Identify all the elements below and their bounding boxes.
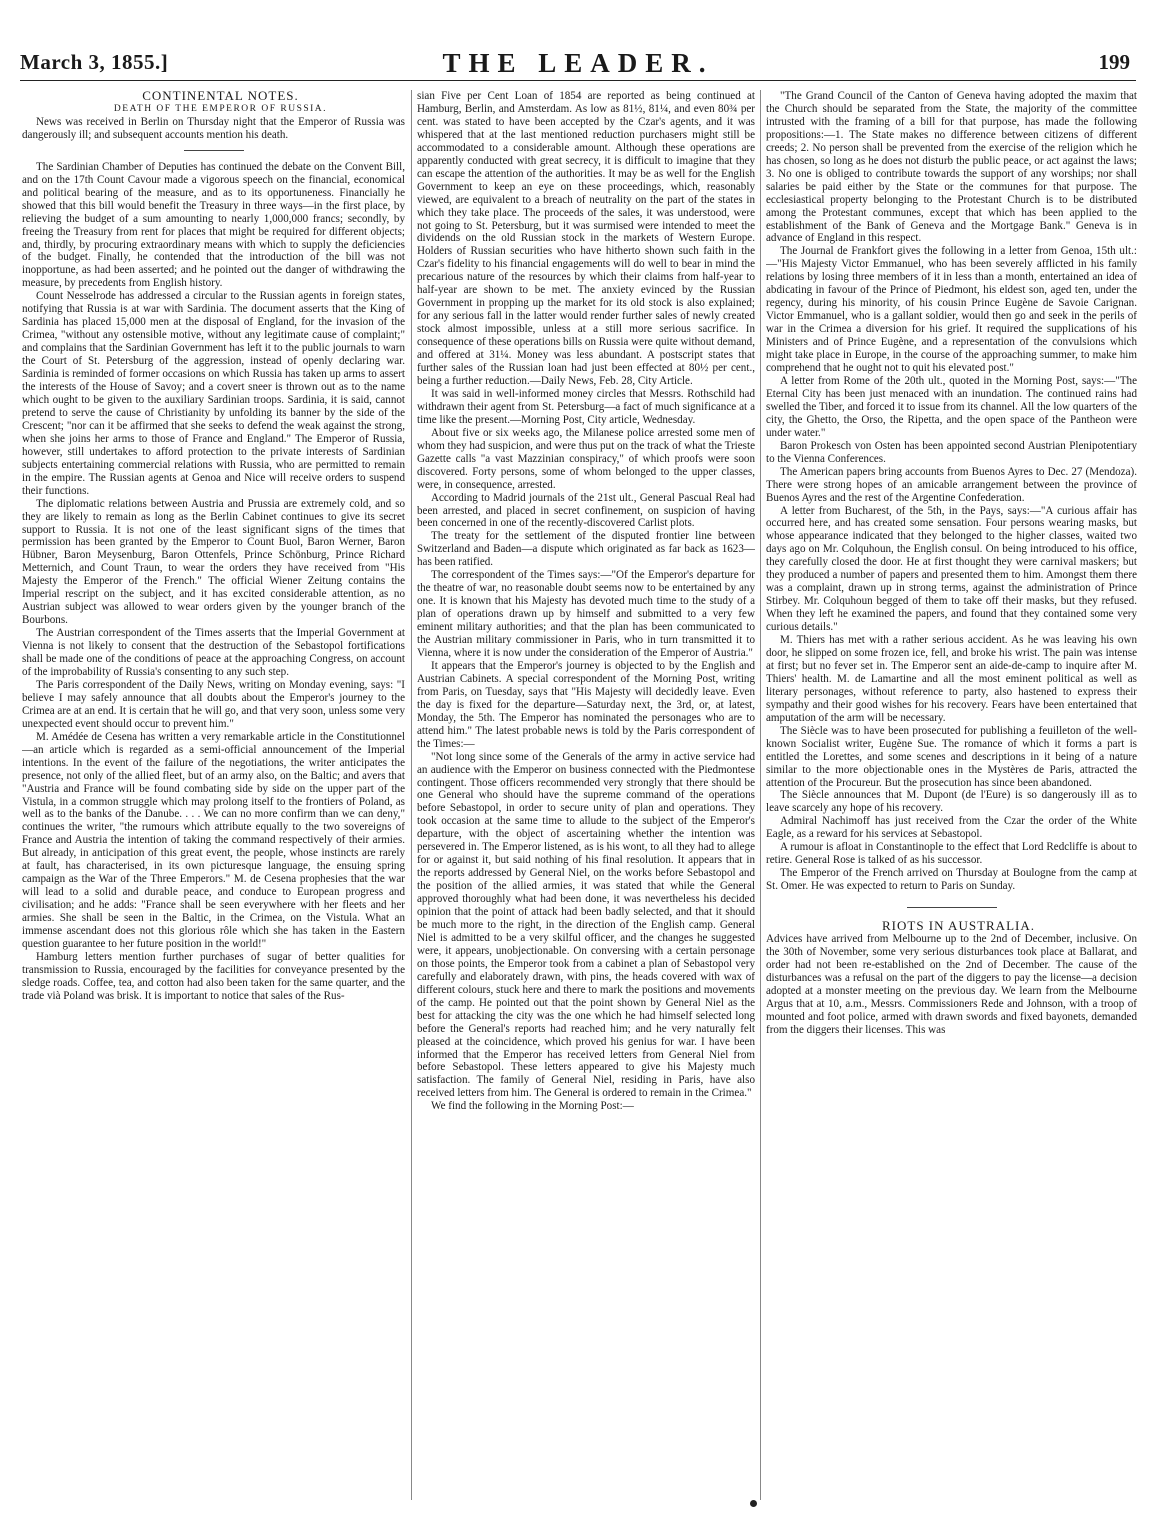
article-heading: RIOTS IN AUSTRALIA. [882, 918, 1035, 934]
column-2 [417, 90, 755, 1515]
article-subheading: DEATH OF THE EMPEROR OF RUSSIA. [113, 103, 328, 114]
paragraph: The Austrian correspondent of the Times asserts that the Imperial Government at Vienna is not likely to consent that the destruction of the Sebastopol fortifications shall be made one of the conditions of peace at the approaching Congress, on account of the improbability of Russia's consenting to any such step. [22, 627, 405, 678]
paragraph: The Sardinian Chamber of Deputies has continued the debate on the Convent Bill, and on the 17th Count Cavour made a vigorous speech on the financial, economical and political bearing of the measure, and as to its opportuneness. Financially he showed that this bill would benefit the Treasury in three ways—in the first place, by relieving the budget of a sum amounting to nearly 1,000,000 francs; secondly, by freeing the Treasury from rent for places that might be required for different objects; and, thirdly, by procuring extraordinary means with which to supply the deficiencies of the budget. Finally, he contended that the introduction of the bill was not inopportune, as had been asserted; and he pointed out the danger of withdrawing the measure, by precedents from English history. [22, 160, 405, 290]
article-heading: CONTINENTAL NOTES. [142, 90, 299, 103]
issue-date: March 3, 1855.] [20, 50, 169, 74]
paragraph: Advices have arrived from Melbourne up to the 2nd of December, inclusive. On the 30th of November, some very serious disturbances took place at Ballarat, and order had not been re-established on the 2nd of December. The cause of the disturbances was a refusal on the part of the diggers to pay the license—a decision adopted at a monster meeting on the previous day. We learn from the Melbourne Argus that at 10, a.m., Messrs. Commissioners Rede and Johnson, with a troop of mounted and foot police, armed with drawn swords and fixed bayonets, demanded from the diggers their licenses. This was [766, 933, 1137, 1036]
paragraph: Baron Prokesch von Osten has been appointed second Austrian Plenipotentiary to the Vienna Conferences. [766, 439, 1137, 465]
paragraph: It was said in well-informed money circles that Messrs. Rothschild had withdrawn their agent from St. Petersburg—a fact of much significance at a time like the present.—Morning Post, City article, Wednesday. [417, 387, 755, 426]
masthead [20, 44, 1136, 81]
paragraph: "Not long since some of the Generals of the army in active service had an audience with the Emperor on business connected with the Piedmontese contingent. Those officers recommended very strongly that there should be one General who should have the supreme command of the operations before Sebastopol, in order to secure unity of plan and operations. They took occasion at the same time to allude to the subject of the Emperor's departure, with the object of ascertaining whether the intention was persevered in. The Emperor listened, as is his wont, to all they had to allege for or against it, but said nothing of his final resolution. It appears that in the reports addressed by General Niel, on the works before Sebastopol and the position of the allied armies, it was stated that while the General approved thoroughly what had been done, it was nevertheless his decided opinion that the point of attack had been badly selected, and that it should be much more to the right, in the direction of the English camp. General Niel is admitted to be a very skilful officer, and the changes he suggested were, it appears, unobjectionable. On conversing with a certain personage on those points, the Emperor took from a cabinet a plan of Sebastopol very carefully and elaborately drawn, with pins, the heads covered with wax of different colours, stuck here and there to mark the positions and movements of the camp. He pointed out that the point shown by General Niel as the best for attacking the city was the one which he had himself selected long before the General's reports had reached him; and he very naturally felt pleased at the coincidence, which proved his genius for war. I have been informed that the Emperor has received letters from General Niel from before Sebastopol. These letters appeared to give his Majesty much satisfaction. The family of General Niel, residing in Paris, have also received letters from him. The General is ordered to remain in the Crimea." [417, 750, 755, 1100]
paragraph: It appears that the Emperor's journey is objected to by the English and Austrian Cabinets. A special correspondent of the Morning Post, writing from Paris, on Tuesday, says that "His Majesty will decidedly leave. Even the day is fixed for the departure—Saturday next, the 3rd, or, at latest, Monday, the 5th. The Emperor has nominated the personages who are to attend him." The latest probable news is told by the Paris correspondent of the Times:— [417, 659, 755, 750]
ink-dot [750, 1500, 757, 1507]
paragraph: The American papers bring accounts from Buenos Ayres to Dec. 27 (Mendoza). There were strong hopes of an amicable arrangement between the province of Buenos Ayres and the rest of the Argentine Confederation. [766, 465, 1137, 504]
paragraph: The treaty for the settlement of the disputed frontier line between Switzerland and Baden—a dispute which originated as far back as 1623—has been ratified. [417, 530, 755, 569]
paragraph: A letter from Rome of the 20th ult., quoted in the Morning Post, says:—"The Eternal City has been just menaced with an inundation. The continued rains had swelled the Tiber, and forced it to issue from its channel. All the low quarters of the city, the Ghetto, the Orso, the Ripetta, and the open space of the Pantheon were under water." [766, 374, 1137, 439]
paragraph: Admiral Nachimoff has just received from the Czar the order of the White Eagle, as a reward for his services at Sebastopol. [766, 815, 1137, 841]
paragraph: The Siècle was to have been prosecuted for publishing a feuilleton of the well-known Socialist writer, Eugène Sue. The romance of which it forms a part is entitled the Lorettes, and some scenes and descriptions in it being of a nature similar to the more objectionable ones in the Mystères de Paris, attracted the attention of the Procureur. But the prosecution has since been abandoned. [766, 724, 1137, 789]
paragraph: The Journal de Frankfort gives the following in a letter from Genoa, 15th ult.:—"His Majesty Victor Emmanuel, who has been severely afflicted in his family relations by losing three members of it in less than a month, entertained an idea of abdicating in favour of the Prince of Piedmont, his eldest son, aged ten, under the regency, during his minority, of his cousin Prince Eugène de Savoie Carignan. Victor Emmanuel, who is a gallant soldier, would then go and seek in the perils of war in the Crimea a diversion for his grief. It required the supplications of his Ministers and of Prince Eugène, and a representation of the convulsions which might take place in Europe, in the course of the approaching summer, to make him comprehend that he ought not to quit his elevated post." [766, 245, 1137, 375]
column-divider [411, 90, 412, 1500]
paragraph: About five or six weeks ago, the Milanese police arrested some men of whom they had suspicion, and were thus put on the track of what the Trieste Gazette calls "a vast Mazzinian conspiracy," of which proofs were soon discovered. Forty persons, some of whom belonged to the upper classes, were, in consequence, arrested. [417, 426, 755, 491]
paragraph: A rumour is afloat in Constantinople to the effect that Lord Redcliffe is about to retire. General Rose is talked of as his successor. [766, 841, 1137, 867]
column-1 [22, 90, 405, 1515]
newspaper-title: THE LEADER. [442, 48, 714, 78]
paragraph: The Siècle announces that M. Dupont (de l'Eure) is so dangerously ill as to leave scarcely any hope of his recovery. [766, 789, 1137, 815]
paragraph: The correspondent of the Times says:—"Of the Emperor's departure for the theatre of war, no reasonable doubt seems now to be entertained by any one. It is known that his Majesty has devoted much time to the study of a plan of operations drawn up by himself and submitted to a very few eminent military authorities; and that the plan has been communicated to the Austrian military commissioner in Paris, who in turn transmitted it to Vienna, where it is now under the consideration of the Emperor of Austria." [417, 569, 755, 659]
paragraph: sian Five per Cent Loan of 1854 are reported as being continued at Hamburg, Berlin, and Amsterdam. As low as 81½, 81¼, and even 80¾ per cent. was stated to have been accepted by the Czar's agents, and it was whispered that at the last mentioned reduction purchasers might still be accommodated to a considerable amount. Although these operations are apparently conducted with great secrecy, it is difficult to imagine that they can escape the attention of the authorities. It may be as well for the English Government to keep an eye on these proceedings, which, reasonably viewed, are equivalent to a breach of neutrality on the part of the states in which they take place. The proceeds of the sales, it was understood, were not going to St. Petersburg, but it was surmised were intended to meet the dividends on the old Russian stock in the markets of Western Europe. Holders of Russian securities who have hitherto shown such faith in the Czar's fidelity to his financial engagements will do well to bear in mind the precarious nature of the resources by which their claims from half-year to half-year are shown to be met. The anxiety evinced by the Russian Government in propping up the market for its old stock is also explained; for any serious fall in the latter would render further sales of newly created stock almost impossible, unless at a still more serious sacrifice. In consequence of these operations bills on Russia were quite without demand, and offered at 31¼. Money was less abundant. A postscript states that further sales of the Russian loan had just been effected at 80½ per cent., being a further reduction.—Daily News, Feb. 28, City Article. [417, 90, 755, 387]
paragraph: A letter from Bucharest, of the 5th, in the Pays, says:—"A curious affair has occurred here, and has created some sensation. Four persons wearing masks, but whose appearance indicated that they belonged to the higher classes, waited two days ago on Mr. Colquhoun, the English consul. On being introduced to his office, they carefully closed the door. He at first thought they were carnival maskers; but they produced a number of papers and presented them to him. Amongst them there was a complaint, drawn up in strong terms, against the administration of Prince Stirbey. Mr. Colquhoun begged of them to take off their masks, but they refused. When they left he examined the papers, and found that they contained some very curious details." [766, 504, 1137, 634]
paragraph: "The Grand Council of the Canton of Geneva having adopted the maxim that the Church should be separated from the State, the majority of the committee intrusted with the framing of a bill for that purpose, has made the following propositions:—1. The State makes no difference between citizens of different creeds; 2. No person shall be prevented from the exercise of the religion which he has chosen, so long as he does not disturb the public peace, or act against the laws; 3. No one is obliged to contribute towards the support of any worships; nor shall salaries be paid either by the State or the communes for that purpose. The ecclesiastical property belonging to the Protestant Church is to be distributed among the Protestant communes, except that which has been applied to the establishment of the Bank of Geneva and the Mortgage Bank." Geneva is in advance of England in this respect. [766, 90, 1137, 245]
paragraph: The Emperor of the French arrived on Thursday at Boulogne from the camp at St. Omer. He was expected to return to Paris on Sunday. [766, 867, 1137, 893]
paragraph: M. Amédée de Cesena has written a very remarkable article in the Constitutionnel—an article which is regarded as a semi-official announcement of the Imperial intentions. In the event of the failure of the negotiations, the writer anticipates the presence, not only of the allied fleet, but of an army also, on the Baltic; and avers that "Austria and France will be found combating side by side on the upper part of the Vistula, in a common struggle which may prolong itself to the frontiers of Poland, as well as to the banks of the Danube. . . . We can no more confirm than we can deny," continues the writer, "the rumours which attribute equally to the two sovereigns of France and Austria the intention of taking the command respectively of their armies. But already, in anticipation of this great event, the people, whose instincts are rarely at fault, has characterised, in its own picturesque language, the ensuing spring campaign as the War of the Three Emperors." M. de Cesena prophesies that the war will lead to a solid and durable peace, and conduce to European progress and civilisation; and he adds: "France shall be seen everywhere with her fleets and her armies. She shall be seen in the Baltic, in the Crimea, on the Vistula. What an immense ascendant does not this glorious rôle which she has taken in the Eastern question guarantee to her future position in the world!" [22, 730, 405, 950]
separator-rule [907, 907, 997, 908]
column-divider [760, 90, 761, 1500]
separator-rule [184, 150, 244, 151]
page-number: 199 [1098, 50, 1130, 74]
notice-paragraph: News was received in Berlin on Thursday night that the Emperor of Russia was dangerously ill; and subsequent accounts mention his death. [22, 115, 405, 141]
paragraph: We find the following in the Morning Post:— [431, 1100, 634, 1113]
paragraph: The diplomatic relations between Austria and Prussia are extremely cold, and so they are likely to remain as long as the Berlin Cabinet continues to give its secret support to Russia. It is not one of the least significant signs of the times that permission has been granted by the Emperor to Count Buol, Baron Werner, Baron Hübner, Baron Meysenburg, Baron Ottenfels, Prince Schönburg, Prince Richard Metternich, and Count Traun, to wear the orders they have received from "His Majesty the Emperor of the French." The official Wiener Zeitung contains the Imperial rescript on the subject, and it has excited considerable attention, as no Austrian subject was allowed to wear orders given by the younger branch of the Bourbons. [22, 497, 405, 627]
column-3 [766, 90, 1137, 1515]
paragraph: Hamburg letters mention further purchases of sugar of better qualities for transmission to Russia, encouraged by the facilities for conveyance presented by the sledge roads. Coffee, tea, and cotton had also been taken for the same quarter, and the trade vià Poland was brisk. It is important to notice that sales of the Rus- [22, 950, 405, 1002]
paragraph: According to Madrid journals of the 21st ult., General Pascual Real had been arrested, and placed in secret confinement, on suspicion of having been concerned in one of the recently-discovered Carlist plots. [417, 491, 755, 530]
paragraph: The Paris correspondent of the Daily News, writing on Monday evening, says: "I believe I may safely announce that all doubts about the Emperor's journey to the Crimea are at an end. It is certain that he will go, and that very soon, unless some very unexpected event should occur to prevent him." [22, 678, 405, 730]
paragraph: Count Nesselrode has addressed a circular to the Russian agents in foreign states, notifying that Russia is at war with Sardinia. The document asserts that the King of Sardinia has placed 15,000 men at the disposal of England, for the invasion of the Crimea, "without any ostensible motive, without any legitimate cause of complaint;" and complains that the Sardinian Government has left it to the public journals to warn the Court of St. Petersburg of the aggression, instead of openly declaring war. Sardinia is reminded of former occasions on which Russia has taken up arms to assert the interests of the House of Savoy; and a covert sneer is thrown out as to the name which ought to be given to the auxiliary Sardinian troops. Sardinia, it is said, cannot pretend to serve the cause of Christianity by unfolding its banner by the side of the Crescent; "nor can it be affirmed that she seeks to defend the weak against the strong, when she joins her arms to those of France and England." The Emperor of Russia, however, still undertakes to afford protection to the private interests of Sardinian subjects entertaining commercial relations with Russia, who are permitted to remain in the empire. The Russian agents at Genoa and Nice will receive orders to suspend their functions. [22, 290, 405, 497]
paragraph: M. Thiers has met with a rather serious accident. As he was leaving his own door, he slipped on some frozen ice, fell, and broke his wrist. The pain was intense at first; but no fever set in. The Emperor sent an aide-de-camp to inquire after M. Thiers' health. M. de Lamartine and all the most eminent political as well as literary personages, without reference to party, also hastened to express their sympathy and their good wishes for his recovery. Fears have been entertained that amputation of the arm will be necessary. [766, 634, 1137, 724]
